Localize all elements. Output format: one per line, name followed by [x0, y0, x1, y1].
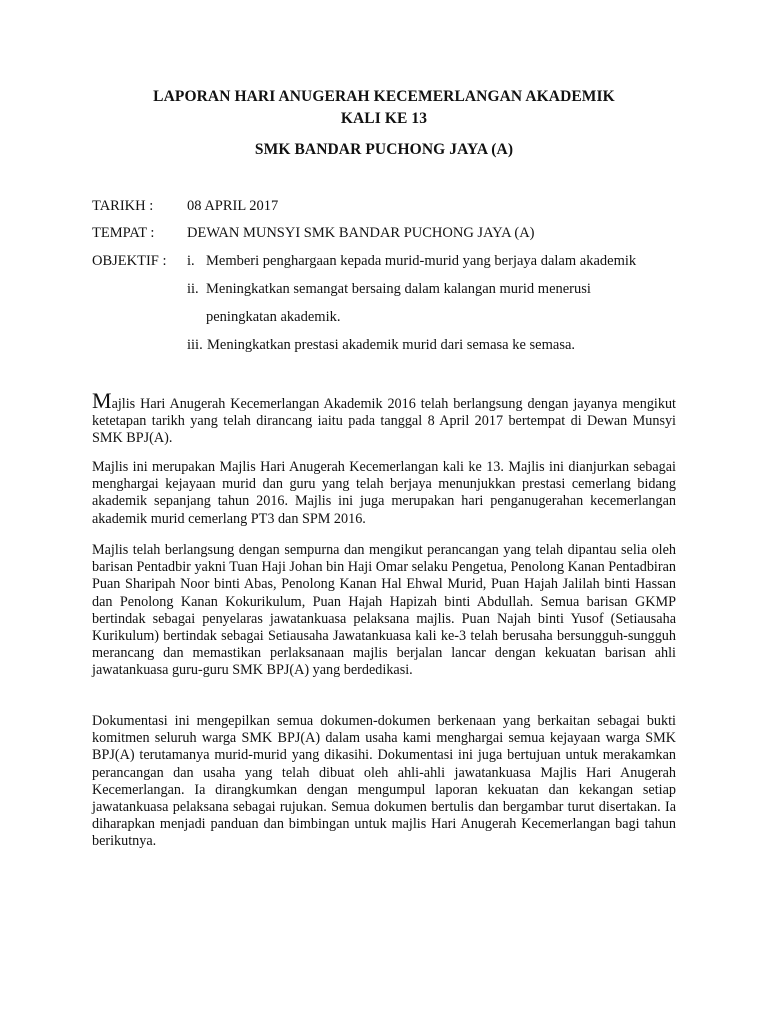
school-name: SMK BANDAR PUCHONG JAYA (A)	[254, 141, 514, 158]
objective-text: Memberi penghargaan kepada murid-murid yang berjaya dalam akademik	[206, 253, 637, 269]
paragraph-4: Dokumentasi ini mengepilkan semua dokumen-dokumen berkenaan yang berkaitan sebagai bukti komitmen seluruh warga SMK BPJ(A) dalam usaha kami menghargai semua kejayaan warga SMK BPJ(A) terutamanya murid-murid yang dikasihi. Dokumentasi ini juga bertujuan untuk merakamkan perancangan dan usaha yang telah dibuat oleh ahli-ahli jawatankuasa Majlis Hari Anugerah Kecemerlangan. Ia dirangkumkan dengan mengumpul laporan kekuatan dan kekangan setiap jawatankuasa pelaksana sebagai rujukan. Semua dokumen bertulis dan bergambar turut disertakan. Ia diharapkan menjadi panduan dan bimbingan untuk majlis Hari Anugerah Kecemerlangan bagi tahun berikutnya.	[92, 713, 676, 850]
paragraph-1	[92, 388, 676, 448]
objective-number: i.	[187, 253, 195, 269]
objective-number: ii.	[187, 281, 199, 297]
tarikh-label: TARIKH :	[92, 198, 154, 214]
objective-text: Meningkatkan semangat bersaing dalam kalangan murid menerusi	[206, 281, 591, 297]
objektif-label: OBJEKTIF :	[92, 253, 167, 269]
objective-number: iii.	[187, 337, 203, 353]
tarikh-value: 08 APRIL 2017	[187, 198, 279, 214]
drop-cap: M	[92, 388, 112, 413]
tempat-label: TEMPAT :	[92, 225, 155, 241]
report-title-line1: LAPORAN HARI ANUGERAH KECEMERLANGAN AKADEMIK	[153, 88, 615, 105]
tempat-value: DEWAN MUNSYI SMK BANDAR PUCHONG JAYA (A)	[187, 225, 535, 241]
paragraph-1-text: ajlis Hari Anugerah Kecemerlangan Akademik 2016 telah berlangsung dengan jayanya mengikut ketetapan tarikh yang telah dirancang iaitu pada tanggal 8 April 2017 bertempat di Dewan Munsyi SMK BPJ(A).	[92, 396, 676, 447]
report-title-line2: KALI KE 13	[340, 110, 428, 127]
objective-item	[187, 253, 195, 270]
objective-item	[187, 337, 203, 354]
objective-item	[187, 281, 199, 298]
paragraph-2: Majlis ini merupakan Majlis Hari Anugerah Kecemerlangan kali ke 13. Majlis ini dianjurkan sebagai menghargai kejayaan murid dan guru yang telah berjaya menunjukkan prestasi cemerlang bidang akademik sepanjang tahun 2016. Majlis ini juga merupakan hari penganugerahan kecemerlangan akademik murid cemerlang PT3 dan SPM 2016.	[92, 459, 676, 527]
objective-text: Meningkatkan prestasi akademik murid dari semasa ke semasa.	[207, 337, 576, 353]
paragraph-3: Majlis telah berlangsung dengan sempurna dan mengikut perancangan yang telah dipantau selia oleh barisan Pentadbir yakni Tuan Haji Johan bin Haji Omar selaku Pengetua, Penolong Kanan Pentadbiran Puan Sharipah Noor binti Abas, Penolong Kanan Hal Ehwal Murid, Puan Hajah Jalilah binti Hassan dan Penolong Kanan Kokurikulum, Puan Hajah Hapizah binti Abdullah. Semua barisan GKMP bertindak sebagai penyelaras jawatankuasa pelaksana majlis. Puan Najah binti Yusof (Setiausaha Kurikulum) bertindak sebagai Setiausaha Jawatankuasa kali ke-3 telah berusaha bersungguh-sungguh merancang dan memastikan perlaksanaan majlis berjalan lancar dengan kekuatan barisan ahli jawatankuasa guru-guru SMK BPJ(A) yang berdedikasi.	[92, 542, 676, 679]
objective-text-continued: peningkatan akademik.	[206, 309, 341, 325]
